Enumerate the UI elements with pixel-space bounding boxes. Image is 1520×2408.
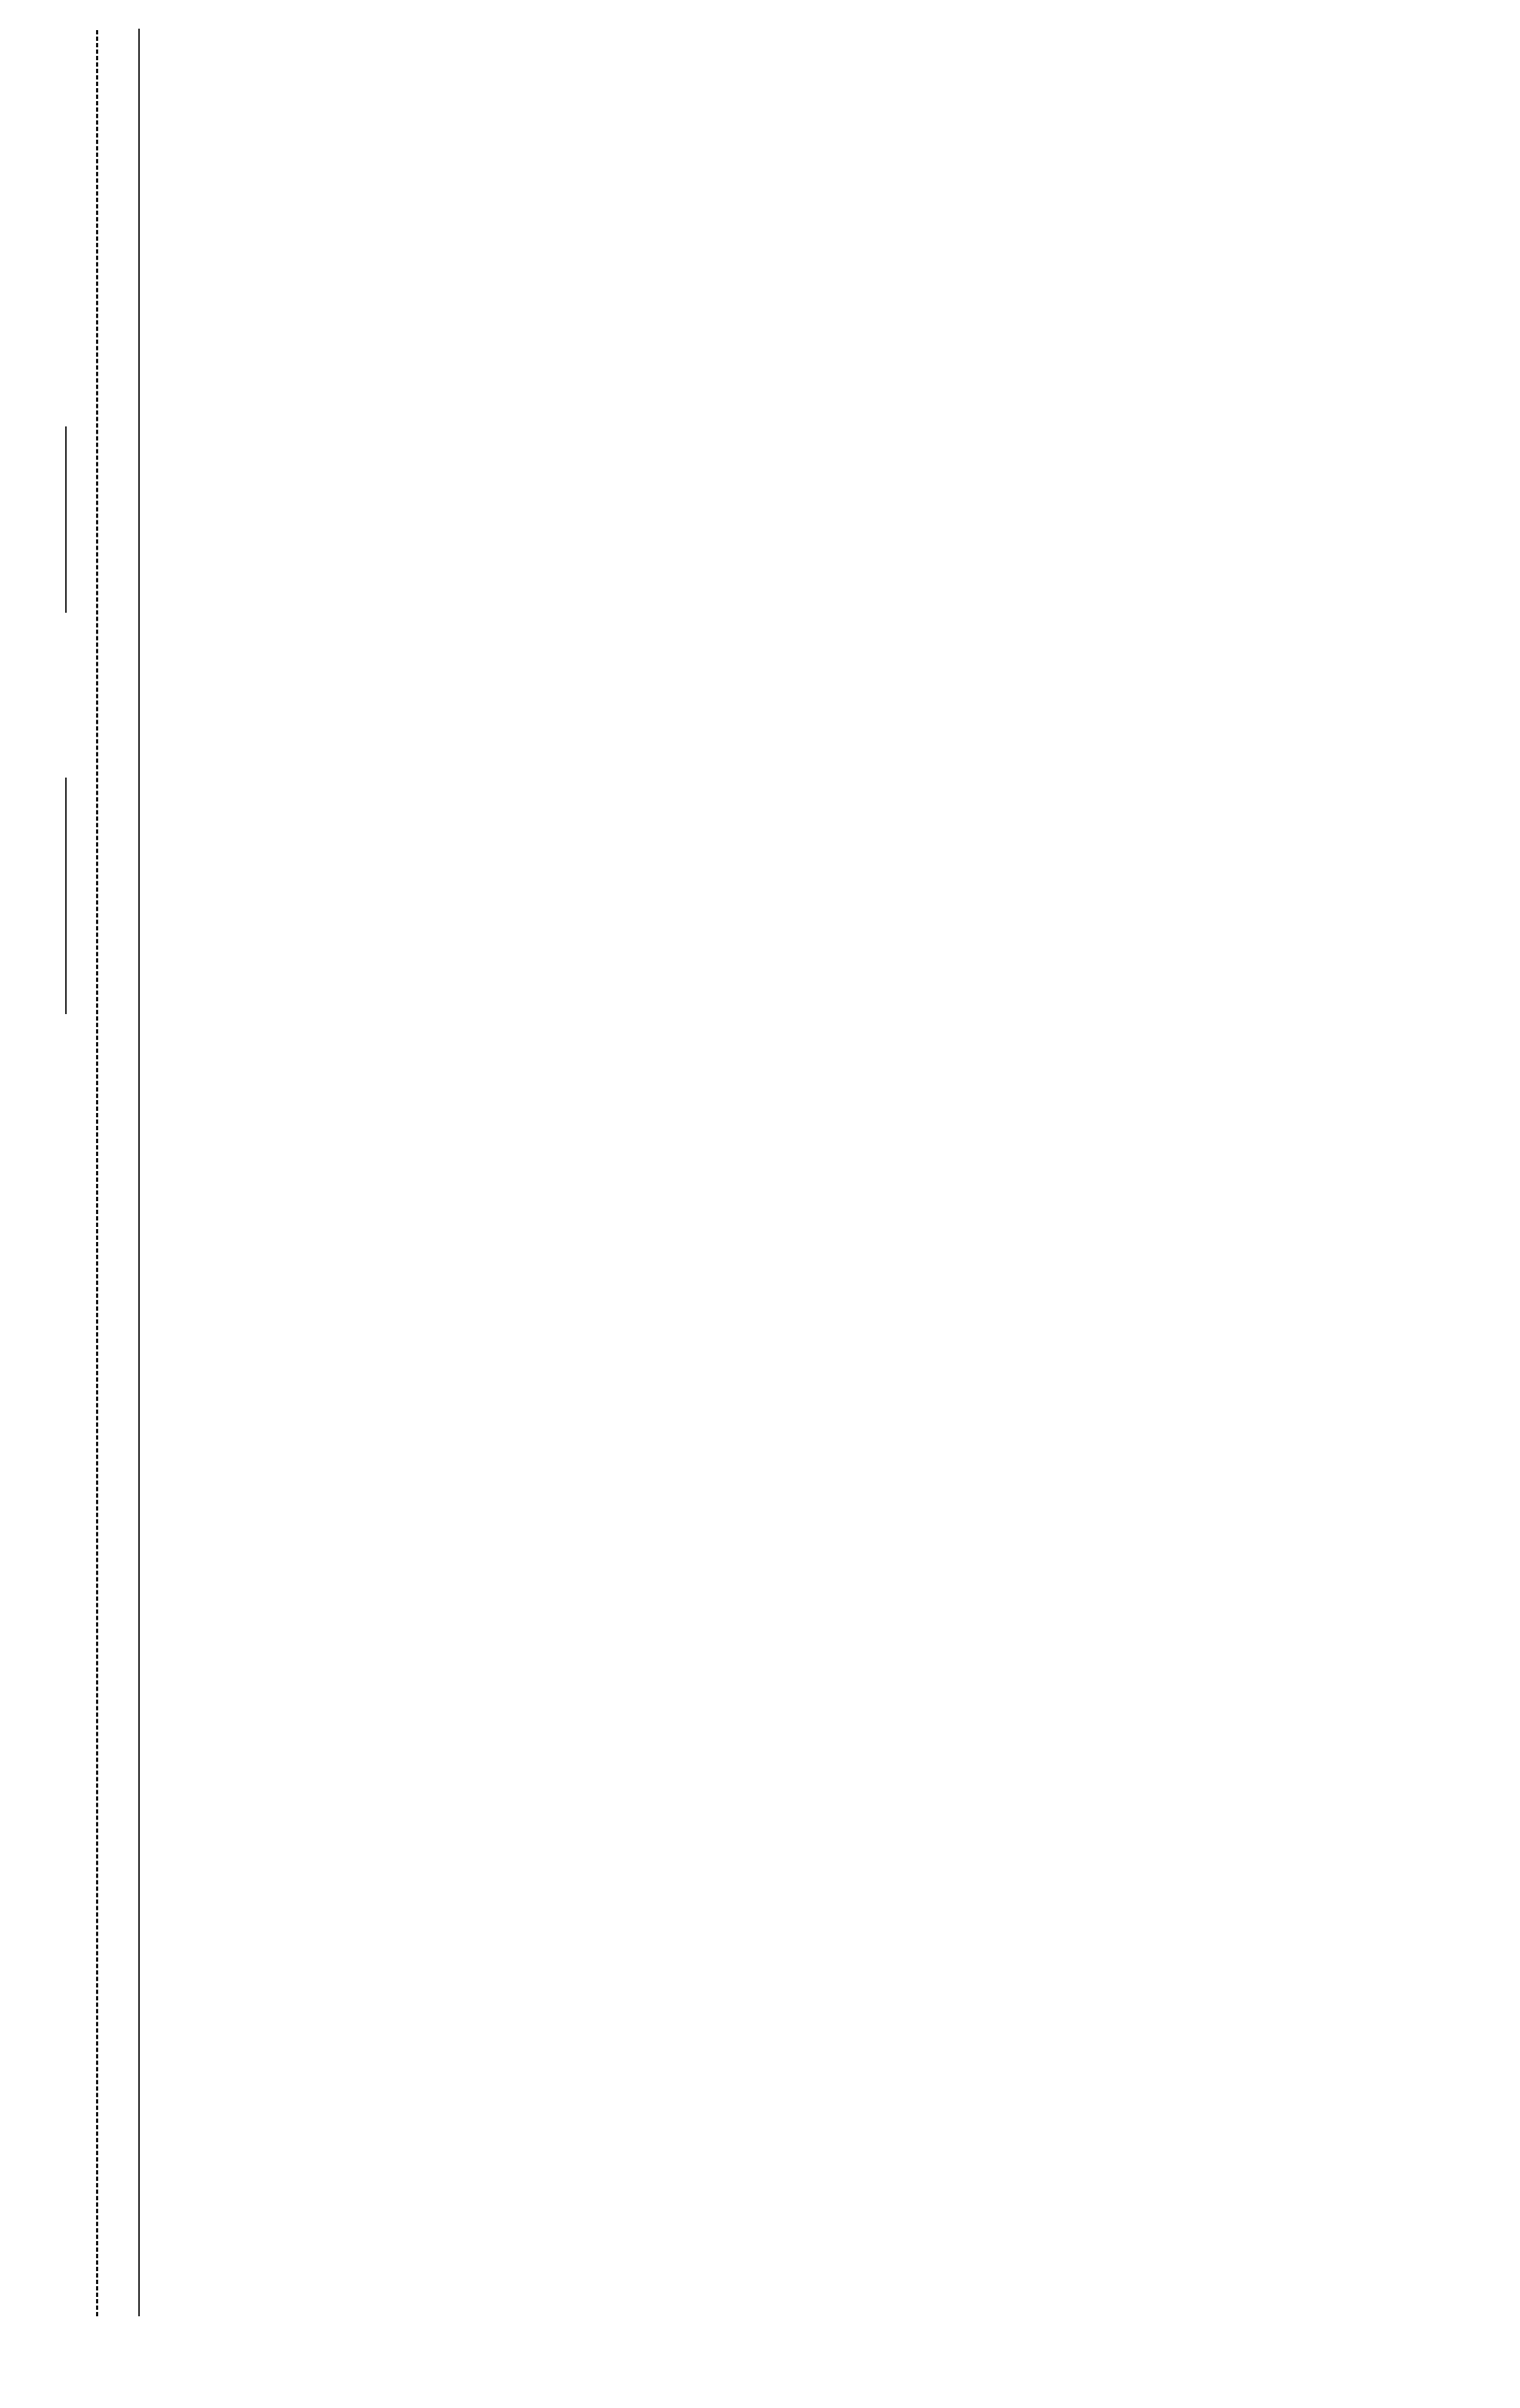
cut-line-dashed bbox=[96, 30, 98, 2316]
field-label-student-id bbox=[29, 631, 66, 760]
field-line bbox=[65, 426, 67, 613]
field-label-name bbox=[29, 964, 66, 1093]
margin-rule bbox=[138, 29, 140, 2316]
